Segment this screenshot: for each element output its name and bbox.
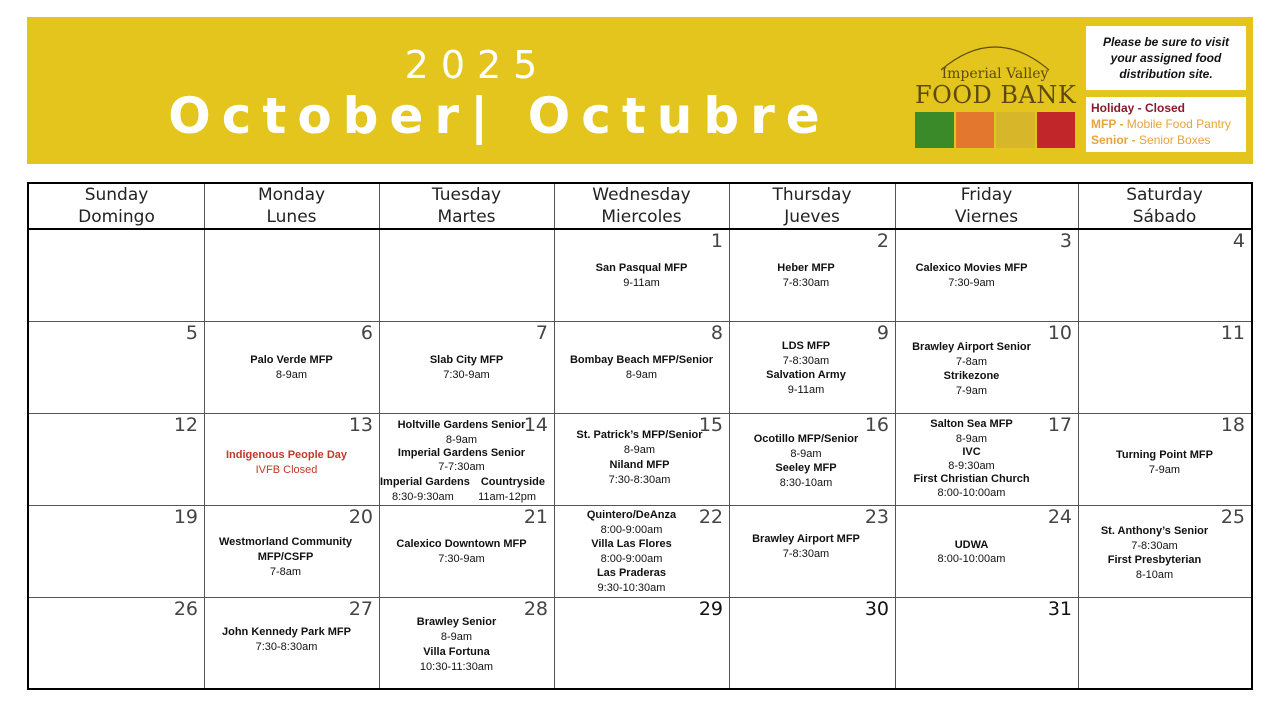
logo-subtitle: Imperial Valley: [941, 66, 1049, 82]
notice-box: [1086, 26, 1246, 90]
event-time: 8-9am: [790, 448, 822, 460]
event-time: 7-9am: [955, 385, 988, 397]
day-cell-29: 29: [698, 598, 723, 620]
event-name: Villa Fortuna: [423, 646, 490, 658]
day-cell-20: 20 Westmorland Community MFP/CSFP 7-8am: [204, 506, 379, 597]
day-cell-27: 27 John Kennedy Park MFP 7:30-8:30am: [204, 598, 379, 688]
event-name: Holtville Gardens Senior: [397, 419, 526, 431]
day-cell-24: 24 UDWA 8:00-10:00am: [895, 506, 1078, 597]
day-cell-12: 12: [173, 414, 198, 436]
event-time: 7-8:30am: [782, 277, 830, 289]
food-bank-logo: [915, 32, 1075, 152]
event-name: First Christian Church: [913, 473, 1030, 485]
carrot-tile-icon: [956, 112, 995, 148]
event-time: 7-8am: [955, 356, 988, 368]
event-name: Villa Las Flores: [591, 538, 672, 550]
day-cell-10: 10 Brawley Airport Senior 7-8am Strikezone 7-9am: [895, 322, 1078, 413]
weekday-monday: Monday Lunes: [257, 185, 326, 227]
year-title: 2025: [404, 43, 550, 87]
day-cell-6: 6 Palo Verde MFP 8-9am: [204, 322, 379, 413]
event-time: 10:30-11:30am: [419, 661, 494, 673]
event-time: 8-9:30am: [948, 460, 995, 472]
day-cell-28: 28 Brawley Senior 8-9am Villa Fortuna 10:30-11:30am: [379, 598, 554, 688]
event-time: 8:00-9:00am: [600, 553, 663, 565]
day-cell-2: 2 Heber MFP 7-8:30am: [729, 230, 895, 321]
event-time: 8:00-10:00am: [937, 553, 1006, 565]
event-name: St. Anthony’s Senior: [1100, 525, 1209, 537]
event-name: St. Patrick’s MFP/Senior: [576, 429, 703, 441]
legend-holiday: Holiday - Closed: [1091, 101, 1186, 115]
event-name: Strikezone: [943, 370, 1000, 382]
day-cell-15: 15 St. Patrick’s MFP/Senior 8-9am Niland MFP 7:30-8:30am: [554, 414, 729, 505]
event-time: 8-9am: [955, 433, 988, 445]
day-cell-1: 1 San Pasqual MFP 9-11am: [554, 230, 729, 321]
day-cell-26: 26: [173, 598, 198, 620]
event-name: Imperial Gardens Senior: [397, 447, 526, 459]
day-cell-13: 13 Indigenous People Day IVFB Closed: [204, 414, 379, 505]
event-time: 9-11am: [787, 384, 825, 396]
weekday-wednesday: Wednesday Miercoles: [592, 185, 691, 227]
day-cell-19: 19: [173, 506, 198, 528]
day-cell-22: 22 Quintero/DeAnza 8:00-9:00am Villa Las Flores 8:00-9:00am Las Praderas 9:30-10:30am: [554, 506, 729, 597]
weekday-friday: Friday Viernes: [954, 185, 1019, 227]
event-time: 9:30-10:30am: [597, 582, 666, 594]
event-time: 7:30-9am: [438, 553, 485, 565]
event-name: Palo Verde MFP: [250, 354, 333, 366]
event-time: 7-7:30am: [438, 461, 485, 473]
event-name: John Kennedy Park MFP: [222, 626, 351, 638]
event-name: Las Praderas: [596, 567, 667, 579]
event-name: Brawley Senior: [416, 616, 497, 628]
event-time: 8-9am: [625, 369, 658, 381]
day-cell-3: 3 Calexico Movies MFP 7:30-9am: [895, 230, 1078, 321]
event-name-pair: Imperial Gardens Countryside: [380, 476, 545, 488]
event-time: 8-9am: [275, 369, 308, 381]
day-cell-11: 11: [1220, 322, 1245, 344]
tomato-tile-icon: [1037, 112, 1076, 148]
event-name: Brawley Airport Senior: [912, 341, 1031, 353]
weekday-thursday: Thursday Jueves: [772, 185, 852, 227]
event-time: 8-9am: [445, 434, 478, 446]
event-time: 7:30-8:30am: [608, 474, 671, 486]
event-name: MFP/CSFP: [257, 551, 314, 563]
logo-produce-tiles: [915, 112, 1075, 148]
lettuce-tile-icon: [915, 112, 954, 148]
event-time: 8:30-10am: [779, 477, 833, 489]
logo-title: FOOD BANK: [915, 81, 1077, 109]
day-cell-9: 9 LDS MFP 7-8:30am Salvation Army 9-11am: [729, 322, 895, 413]
calendar-grid: [27, 182, 1253, 690]
event-name: San Pasqual MFP: [595, 262, 688, 274]
day-cell-21: 21 Calexico Downtown MFP 7:30-9am: [379, 506, 554, 597]
holiday-name: Indigenous People Day: [225, 449, 348, 461]
day-cell-31: 31: [1047, 598, 1072, 620]
day-cell-5: 5: [185, 322, 198, 344]
event-name: Bombay Beach MFP/Senior: [569, 354, 714, 366]
event-time: 7:30-8:30am: [255, 641, 318, 653]
notice-text: Please be sure to visit your assigned food distribution site.: [1102, 35, 1230, 81]
weekday-sunday: Sunday Domingo: [78, 185, 155, 227]
day-cell-25: 25 St. Anthony’s Senior 7-8:30am First Presbyterian 8-10am: [1078, 506, 1251, 597]
event-name: UDWA: [954, 539, 989, 551]
event-name: Niland MFP: [609, 459, 670, 471]
event-name: LDS MFP: [781, 340, 831, 352]
day-cell-7: 7 Slab City MFP 7:30-9am: [379, 322, 554, 413]
event-time: 8-9am: [623, 444, 656, 456]
event-time: 7-8am: [269, 566, 302, 578]
legend-mfp: MFP - Mobile Food Pantry: [1091, 117, 1231, 131]
event-time: 8:00-10:00am: [937, 487, 1006, 499]
event-time: 7-8:30am: [782, 355, 830, 367]
header-banner: [27, 17, 1253, 164]
event-name: Turning Point MFP: [1116, 449, 1213, 461]
event-name: First Presbyterian: [1107, 554, 1202, 566]
legend-box: [1086, 97, 1246, 152]
event-time: 9-11am: [623, 277, 660, 289]
day-cell-14: 14 Holtville Gardens Senior 8-9am Imperial Gardens Senior 7-7:30am Imperial Gardens Countryside 8:30-9:30am 11am-12pm: [379, 414, 554, 505]
event-time: 8:00-9:00am: [600, 524, 663, 536]
event-time: 7:30-9am: [948, 277, 995, 289]
event-time: 7:30-9am: [443, 369, 490, 381]
event-name: Calexico Movies MFP: [915, 262, 1028, 274]
day-cell-8: 8 Bombay Beach MFP/Senior 8-9am: [554, 322, 729, 413]
event-name: Calexico Downtown MFP: [396, 538, 527, 550]
day-cell-30: 30: [864, 598, 889, 620]
weekday-saturday: Saturday Sábado: [1126, 185, 1203, 227]
event-name: Seeley MFP: [775, 462, 837, 474]
weekday-tuesday: Tuesday Martes: [431, 185, 502, 227]
day-cell-23: 23 Brawley Airport MFP 7-8:30am: [729, 506, 895, 597]
event-time-pair: 8:30-9:30am 11am-12pm: [392, 491, 536, 503]
day-cell-18: 18 Turning Point MFP 7-9am: [1078, 414, 1251, 505]
day-cell-4: 4: [1232, 230, 1245, 252]
day-cell-16: 16 Ocotillo MFP/Senior 8-9am Seeley MFP 8:30-10am: [729, 414, 895, 505]
holiday-note: IVFB Closed: [255, 464, 318, 476]
event-name: Slab City MFP: [429, 354, 504, 366]
event-time: 7-9am: [1148, 464, 1181, 476]
event-name: Salvation Army: [766, 369, 846, 381]
day-cell-17: 17 Salton Sea MFP 8-9am IVC 8-9:30am First Christian Church 8:00-10:00am: [895, 414, 1078, 505]
event-time: 7-8:30am: [1131, 540, 1178, 552]
event-name: Heber MFP: [777, 262, 835, 274]
event-time: 7-8:30am: [782, 548, 830, 560]
month-title: October| Octubre: [168, 87, 831, 145]
event-time: 8-10am: [1135, 569, 1174, 581]
wheat-tile-icon: [996, 112, 1035, 148]
event-name: Ocotillo MFP/Senior: [753, 433, 859, 445]
event-name: Quintero/DeAnza: [586, 509, 677, 521]
event-name: Westmorland Community: [218, 536, 353, 548]
event-time: 8-9am: [440, 631, 473, 643]
event-name: Brawley Airport MFP: [752, 533, 860, 545]
legend-senior: Senior - Senior Boxes: [1091, 133, 1211, 147]
event-name: Salton Sea MFP: [930, 418, 1013, 430]
event-name: IVC: [962, 446, 981, 458]
